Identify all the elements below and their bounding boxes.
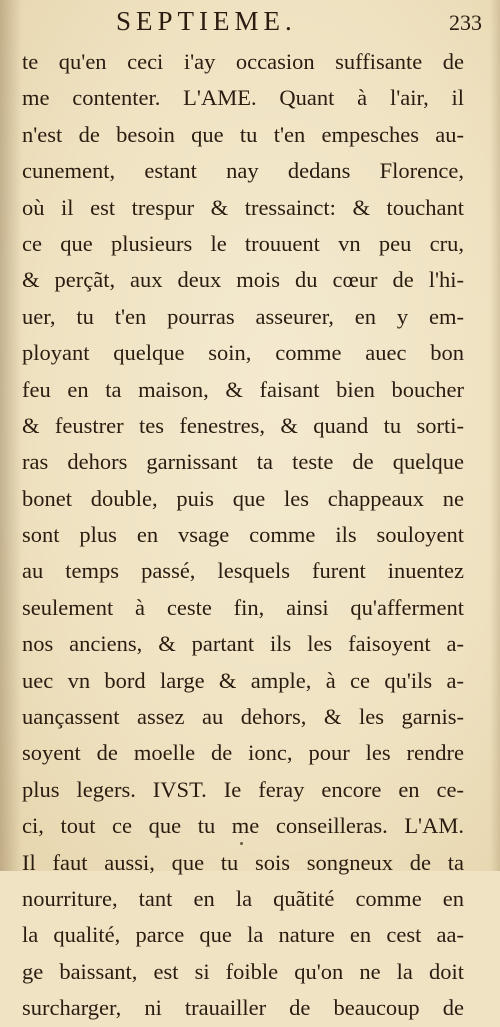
text-line: bonet double, puis que les chappeaux ne	[22, 485, 464, 511]
text-line: ge baissant, est si foible qu'on ne la doit	[22, 958, 464, 984]
text-line: & perçãt, aux deux mois du cœur de l'hi-	[22, 267, 464, 293]
ink-speck	[240, 842, 243, 845]
text-line: seulement à ceste fin, ainsi qu'afferment	[22, 594, 464, 620]
text-line: ras dehors garnissant ta teste de quelque	[22, 449, 464, 475]
text-line: la qualité, parce que la nature en cest aa-	[22, 922, 464, 948]
text-line: n'est de besoin que tu t'en empesches au-	[22, 121, 464, 147]
text-line: Il faut aussi, que tu sois songneux de ta	[22, 849, 464, 875]
page-number: 233	[449, 10, 482, 35]
text-line: ci, tout ce que tu me conseilleras. L'AM.	[22, 813, 464, 839]
text-line: te qu'en ceci i'ay occasion suffisante de	[22, 49, 464, 74]
gutter-shadow	[0, 0, 22, 871]
text-line: soyent de moelle de ionc, pour les rendre	[22, 740, 464, 766]
running-title: SEPTIEME.	[116, 6, 297, 36]
page-header	[0, 6, 500, 46]
text-line: nourriture, tant en la quãtité comme en	[22, 885, 464, 911]
text-line: ce que plusieurs le trouuent vn peu cru,	[22, 230, 464, 256]
text-line: & feustrer tes fenestres, & quand tu sorti-	[22, 412, 464, 438]
page-edge-shadow	[490, 0, 500, 871]
text-line: nos anciens, & partant ils les faisoyent a-	[22, 631, 464, 657]
text-line: où il est trespur & tressainct: & touchant	[22, 194, 464, 220]
text-line: uançassent assez au dehors, & les garnis-	[22, 704, 464, 730]
text-line: cunement, estant nay dedans Florence,	[22, 158, 464, 184]
text-line: me contenter. L'AME. Quant à l'air, il	[22, 85, 464, 111]
text-line: feu en ta maison, & faisant bien boucher	[22, 376, 464, 402]
text-line: uer, tu t'en pourras asseurer, en y em-	[22, 303, 464, 329]
text-line: uec vn bord large & ample, à ce qu'ils a-	[22, 667, 464, 693]
text-line: surcharger, ni trauailler de beaucoup de	[22, 995, 464, 1021]
text-line: au temps passé, lesquels furent inuentez	[22, 558, 464, 584]
text-line: ployant quelque soin, comme auec bon	[22, 340, 464, 366]
text-line: plus legers. IVST. Ie feray encore en ce-	[22, 776, 464, 802]
text-line: sont plus en vsage comme ils souloyent	[22, 522, 464, 548]
body-text	[22, 44, 464, 1027]
